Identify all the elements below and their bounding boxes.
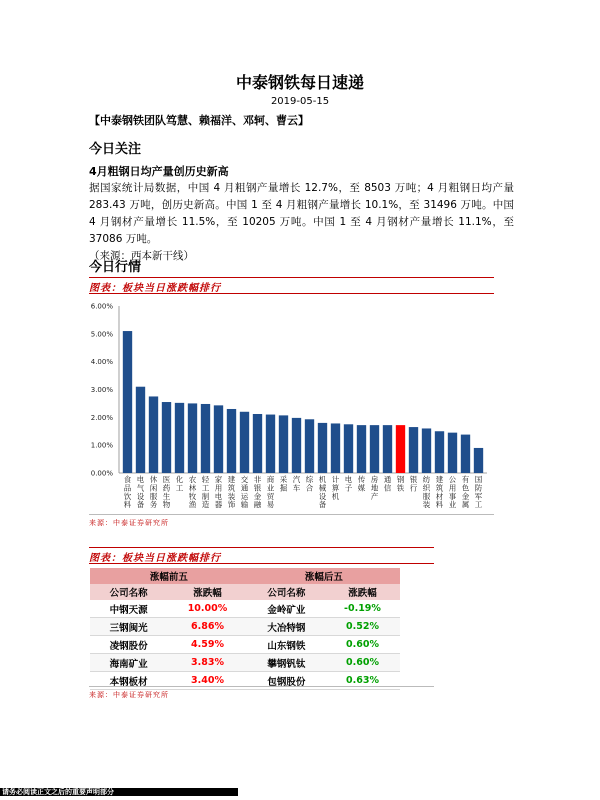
x-tick-label: 计算机 <box>331 475 340 501</box>
col-company-top: 公司名称 <box>90 584 167 600</box>
x-tick-label: 纺织服装 <box>422 475 431 510</box>
bottom-company: 山东钢铁 <box>248 636 325 654</box>
bar-19 <box>370 425 379 473</box>
bar-4 <box>175 403 184 473</box>
bottom-change: -0.19% <box>325 600 400 618</box>
y-tick-label: 6.00% <box>90 302 113 311</box>
top-company: 海南矿业 <box>90 654 167 672</box>
bar-18 <box>357 425 366 473</box>
top-change: 3.40% <box>167 672 247 690</box>
x-tick-label: 医药生物 <box>162 475 171 510</box>
footer-disclaimer: 请务必阅读正文之后的重要声明部分 <box>0 788 238 796</box>
x-tick-label: 国防军工 <box>474 475 483 510</box>
bar-8 <box>227 409 236 473</box>
news-paragraph: 据国家统计局数据，中国 4 月粗钢产量增长 12.7%，至 8503 万吨；4 月粗钢日均产量 283.43 万吨，创历史新高。中国 1 至 4 月粗钢产量增长 10.1%，至 31496 万吨。中国 4 月钢材产量增长 11.5%，至 10205 万吨。中国 1 至 4 月钢材产量增长 11.1%，至 37086 万吨。 <box>89 182 514 245</box>
bar-13 <box>292 418 301 473</box>
x-tick-label: 电气设备 <box>136 475 145 510</box>
bar-16 <box>331 423 340 473</box>
x-tick-label: 通信 <box>383 475 392 493</box>
y-tick-label: 3.00% <box>90 386 113 394</box>
table-row <box>90 618 400 636</box>
y-tick-label: 5.00% <box>90 330 113 339</box>
bottom-change: 0.63% <box>325 672 400 690</box>
x-tick-label: 化工 <box>175 475 184 493</box>
x-tick-label: 钢铁 <box>396 475 405 493</box>
col-change-bottom: 涨跌幅 <box>325 584 400 600</box>
x-tick-label: 交通运输 <box>240 475 249 510</box>
bar-0 <box>123 331 132 473</box>
table-column-header <box>90 584 400 600</box>
bar-12 <box>279 415 288 473</box>
bar-27 <box>474 448 483 473</box>
y-tick-label: 2.00% <box>90 413 113 422</box>
x-tick-label: 商业贸易 <box>266 475 275 510</box>
x-tick-label: 传媒 <box>357 475 366 493</box>
team-authors: 【中泰钢铁团队笃慧、赖福洋、邓轲、曹云】 <box>89 114 309 127</box>
group-top-label: 涨幅前五 <box>90 568 248 584</box>
bar-6 <box>201 404 210 473</box>
stock-ranking-table <box>90 568 400 690</box>
y-tick-label: 0.00% <box>90 469 113 478</box>
bar-20 <box>383 425 392 473</box>
x-tick-label: 轻工制造 <box>201 475 210 510</box>
x-tick-label: 有色金属 <box>461 475 470 510</box>
bar-10 <box>253 414 262 473</box>
report-date: 2019-05-15 <box>270 96 330 107</box>
figure1-source: 来源：中泰证券研究所 <box>89 519 169 527</box>
top-change: 4.59% <box>167 636 247 654</box>
report-title: 中泰钢铁每日速递 <box>235 73 364 92</box>
x-tick-label: 采掘 <box>279 475 288 493</box>
top-company: 凌钢股份 <box>90 636 167 654</box>
bar-14 <box>305 419 314 473</box>
bottom-company: 大冶特钢 <box>248 618 325 636</box>
section-heading-focus: 今日关注 <box>89 142 142 157</box>
x-tick-label: 公用事业 <box>448 475 457 510</box>
top-company: 本钢板材 <box>90 672 167 690</box>
bar-25 <box>448 433 457 473</box>
col-change-top: 涨跌幅 <box>167 584 247 600</box>
table-row <box>90 636 400 654</box>
bar-7 <box>214 405 223 473</box>
x-tick-label: 综合 <box>305 475 314 493</box>
x-tick-label: 家用电器 <box>214 475 223 510</box>
bar-9 <box>240 412 249 473</box>
bar-5 <box>188 403 197 473</box>
bottom-company: 金岭矿业 <box>248 600 325 618</box>
table-row <box>90 654 400 672</box>
x-tick-label: 电子 <box>344 475 353 493</box>
bar-21 <box>396 425 405 473</box>
news-title: 4月粗钢日均产量创历史新高 <box>89 165 229 178</box>
x-tick-label: 银行 <box>409 475 418 493</box>
x-tick-label: 汽车 <box>292 475 301 493</box>
table-group-header <box>90 568 400 584</box>
figure1-caption: 图表：板块当日涨跌幅排行 <box>89 283 221 294</box>
news-body <box>89 180 514 265</box>
y-tick-label: 1.00% <box>90 441 113 450</box>
bottom-change: 0.60% <box>325 654 400 672</box>
figure2-caption-rule <box>89 563 434 564</box>
x-tick-label: 建筑材料 <box>435 475 444 510</box>
x-tick-label: 建筑装饰 <box>227 475 236 510</box>
bottom-company: 攀钢钒钛 <box>248 654 325 672</box>
bottom-change: 0.60% <box>325 636 400 654</box>
top-change: 10.00% <box>167 600 247 618</box>
x-tick-label: 食品饮料 <box>123 475 132 510</box>
bar-23 <box>422 428 431 473</box>
figure2-top-rule <box>89 547 434 548</box>
figure2-source: 来源：中泰证券研究所 <box>89 691 169 699</box>
bar-2 <box>149 396 158 473</box>
top-change: 3.83% <box>167 654 247 672</box>
section-heading-market: 今日行情 <box>89 260 142 275</box>
y-tick-label: 4.00% <box>90 358 113 367</box>
bar-1 <box>136 387 145 473</box>
news-source: （来源：西本新干线） <box>89 250 194 262</box>
top-company: 中钢天源 <box>90 600 167 618</box>
group-bottom-label: 涨幅后五 <box>248 568 400 584</box>
top-company: 三钢闽光 <box>90 618 167 636</box>
bar-11 <box>266 415 275 473</box>
bar-17 <box>344 424 353 473</box>
x-tick-label: 农林牧渔 <box>188 475 197 510</box>
figure1-top-rule <box>89 277 494 278</box>
top-change: 6.86% <box>167 618 247 636</box>
bar-3 <box>162 402 171 473</box>
figure2-caption: 图表：板块当日涨跌幅排行 <box>89 553 221 564</box>
x-tick-label: 非银金融 <box>253 475 262 510</box>
sector-bar-chart <box>89 294 494 514</box>
figure1-source-rule <box>89 514 494 515</box>
x-tick-label: 房地产 <box>370 475 379 501</box>
bottom-change: 0.52% <box>325 618 400 636</box>
table-row <box>90 600 400 618</box>
x-tick-label: 休闲服务 <box>149 475 158 510</box>
bar-26 <box>461 435 470 473</box>
figure2-source-rule <box>89 686 434 687</box>
x-tick-label: 机械设备 <box>318 475 327 510</box>
bar-22 <box>409 427 418 473</box>
bottom-company: 包钢股份 <box>248 672 325 690</box>
col-company-bottom: 公司名称 <box>248 584 325 600</box>
bar-24 <box>435 431 444 473</box>
bar-15 <box>318 423 327 473</box>
